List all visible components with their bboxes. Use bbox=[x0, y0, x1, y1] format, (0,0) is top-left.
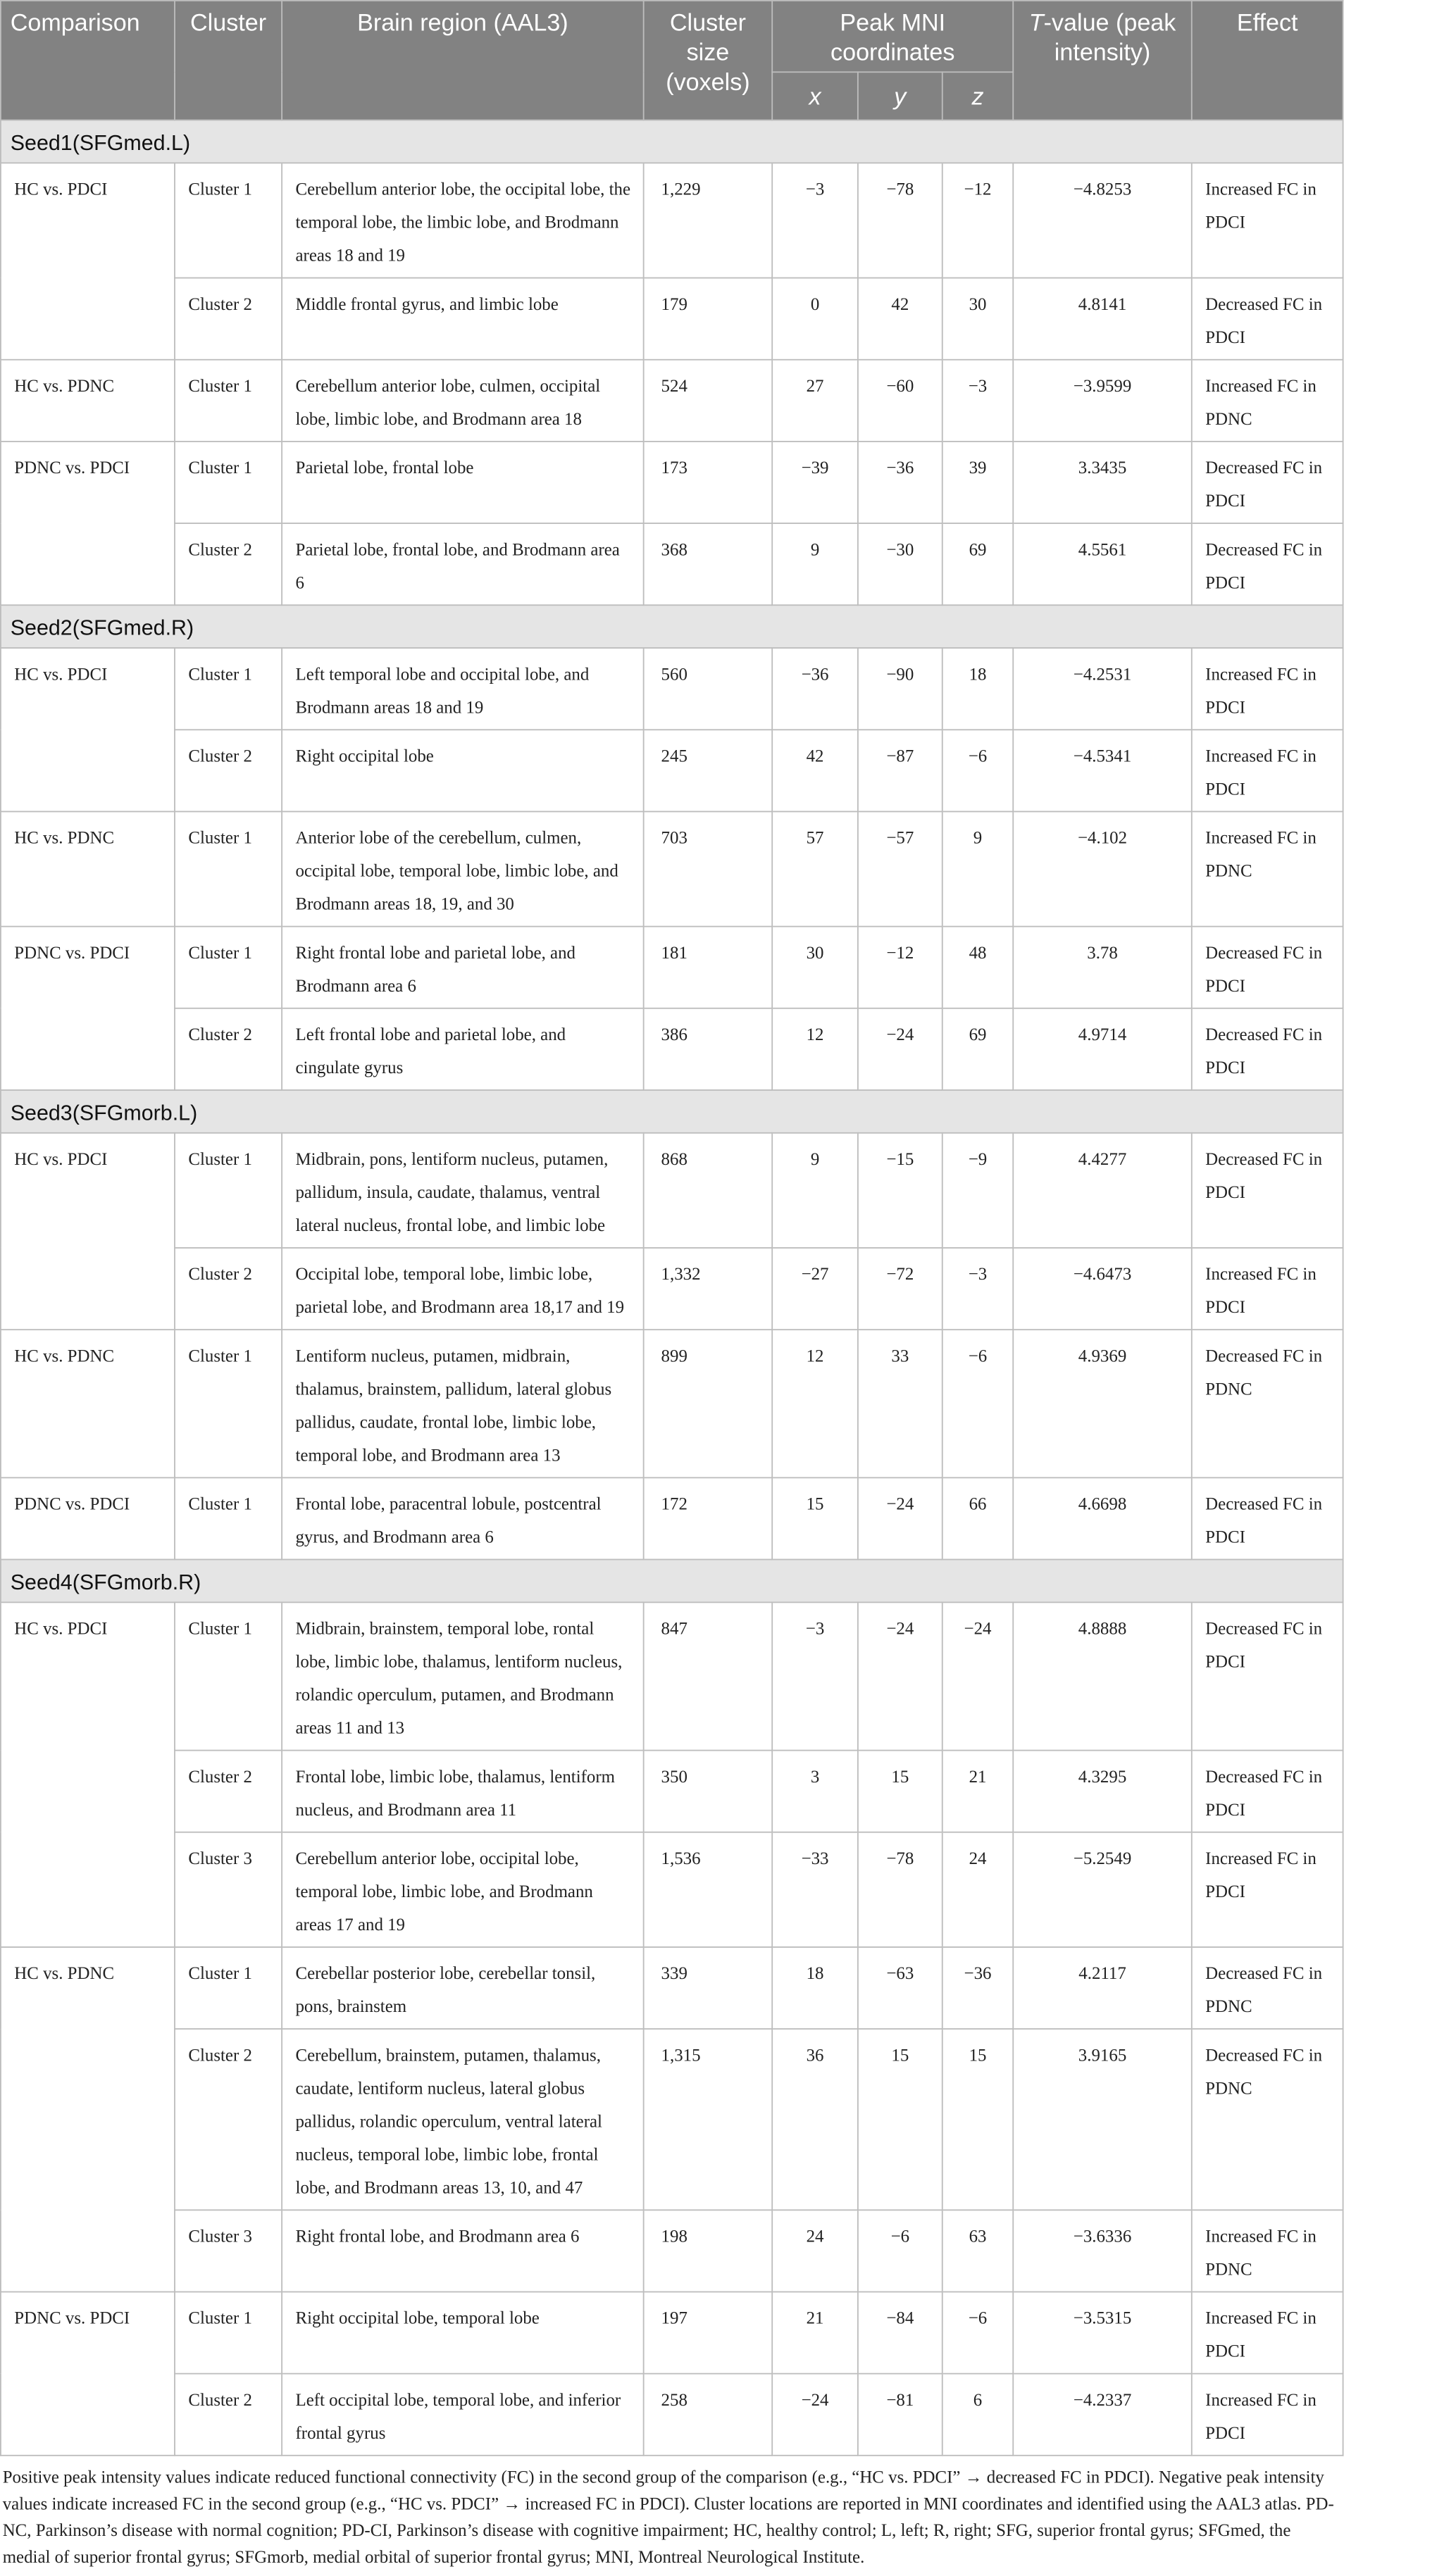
cluster-cell: Cluster 1 bbox=[175, 811, 282, 926]
effect-cell: Decreased FC in PDCI bbox=[1192, 442, 1343, 523]
t-value-cell: 4.6698 bbox=[1013, 1477, 1192, 1559]
t-value-cell: 3.3435 bbox=[1013, 442, 1192, 523]
cluster-size-cell: 368 bbox=[644, 523, 773, 605]
cluster-cell: Cluster 2 bbox=[175, 2029, 282, 2210]
effect-cell: Increased FC in PDNC bbox=[1192, 2210, 1343, 2291]
effect-cell: Increased FC in PDCI bbox=[1192, 1832, 1343, 1947]
seed-row bbox=[1, 1090, 1343, 1133]
header-cluster: Cluster bbox=[175, 1, 282, 120]
mni-z-cell: 69 bbox=[942, 523, 1014, 605]
mni-x-cell: 30 bbox=[772, 927, 858, 1008]
comparison-cell: HC vs. PDNC bbox=[1, 360, 175, 442]
table-row bbox=[1, 523, 1343, 605]
mni-x-cell: 3 bbox=[772, 1751, 858, 1832]
brain-region-cell: Lentiform nucleus, putamen, midbrain, thalamus, brainstem, pallidum, lateral globus pallidus, caudate, frontal lobe, limbic lobe, temporal lobe, and Brodmann area 13 bbox=[282, 1330, 644, 1477]
effect-cell: Decreased FC in PDCI bbox=[1192, 1602, 1343, 1750]
mni-x-cell: 12 bbox=[772, 1008, 858, 1090]
cluster-cell: Cluster 1 bbox=[175, 1330, 282, 1477]
cluster-size-cell: 1,229 bbox=[644, 163, 773, 277]
table-row bbox=[1, 648, 1343, 730]
header-t-italic: T bbox=[1028, 8, 1044, 36]
cluster-cell: Cluster 2 bbox=[175, 278, 282, 360]
mni-y-cell: 15 bbox=[858, 1751, 942, 1832]
t-value-cell: −3.5315 bbox=[1013, 2291, 1192, 2373]
effect-cell: Increased FC in PDNC bbox=[1192, 360, 1343, 442]
brain-region-cell: Right frontal lobe and parietal lobe, and Brodmann area 6 bbox=[282, 927, 644, 1008]
brain-region-cell: Frontal lobe, paracentral lobule, postcentral gyrus, and Brodmann area 6 bbox=[282, 1477, 644, 1559]
cluster-size-cell: 350 bbox=[644, 1751, 773, 1832]
t-value-cell: 4.9369 bbox=[1013, 1330, 1192, 1477]
comparison-cell: HC vs. PDCI bbox=[1, 1133, 175, 1330]
effect-cell: Decreased FC in PDNC bbox=[1192, 2029, 1343, 2210]
header-peak-mni: Peak MNI coordinates bbox=[772, 1, 1013, 72]
cluster-size-cell: 258 bbox=[644, 2374, 773, 2456]
header-x: x bbox=[772, 72, 858, 120]
t-value-cell: 3.78 bbox=[1013, 927, 1192, 1008]
t-value-cell: 3.9165 bbox=[1013, 2029, 1192, 2210]
mni-x-cell: 57 bbox=[772, 811, 858, 926]
seed-label: Seed4(SFGmorb.R) bbox=[1, 1560, 1343, 1603]
brain-region-cell: Left temporal lobe and occipital lobe, and Brodmann areas 18 and 19 bbox=[282, 648, 644, 730]
mni-x-cell: −36 bbox=[772, 648, 858, 730]
mni-z-cell: −9 bbox=[942, 1133, 1014, 1248]
brain-region-cell: Right frontal lobe, and Brodmann area 6 bbox=[282, 2210, 644, 2291]
mni-y-cell: 33 bbox=[858, 1330, 942, 1477]
t-value-cell: −3.9599 bbox=[1013, 360, 1192, 442]
seed-row bbox=[1, 1560, 1343, 1603]
table-row bbox=[1, 2374, 1343, 2456]
cluster-size-cell: 1,332 bbox=[644, 1248, 773, 1330]
mni-z-cell: −6 bbox=[942, 1330, 1014, 1477]
effect-cell: Decreased FC in PDCI bbox=[1192, 1477, 1343, 1559]
header-brain-region: Brain region (AAL3) bbox=[282, 1, 644, 120]
mni-x-cell: 9 bbox=[772, 523, 858, 605]
brain-region-cell: Cerebellum, brainstem, putamen, thalamus, caudate, lentiform nucleus, lateral globus pallidus, rolandic operculum, ventral lateral nucleus, temporal lobe, limbic lobe, frontal lobe, and Brodmann areas 13, 10, and 47 bbox=[282, 2029, 644, 2210]
mni-x-cell: −27 bbox=[772, 1248, 858, 1330]
mni-x-cell: 0 bbox=[772, 278, 858, 360]
cluster-cell: Cluster 3 bbox=[175, 1832, 282, 1947]
mni-z-cell: 15 bbox=[942, 2029, 1014, 2210]
brain-region-cell: Middle frontal gyrus, and limbic lobe bbox=[282, 278, 644, 360]
header-effect: Effect bbox=[1192, 1, 1343, 120]
mni-y-cell: −6 bbox=[858, 2210, 942, 2291]
mni-z-cell: 66 bbox=[942, 1477, 1014, 1559]
cluster-size-cell: 245 bbox=[644, 730, 773, 811]
mni-y-cell: −63 bbox=[858, 1947, 942, 2029]
mni-z-cell: 48 bbox=[942, 927, 1014, 1008]
mni-y-cell: −30 bbox=[858, 523, 942, 605]
table-header bbox=[1, 1, 1343, 120]
effect-cell: Increased FC in PDCI bbox=[1192, 730, 1343, 811]
table-row bbox=[1, 2029, 1343, 2210]
cluster-cell: Cluster 1 bbox=[175, 1133, 282, 1248]
mni-x-cell: −3 bbox=[772, 163, 858, 277]
header-cluster-size: Cluster size (voxels) bbox=[644, 1, 773, 120]
mni-x-cell: 12 bbox=[772, 1330, 858, 1477]
t-value-cell: −4.2337 bbox=[1013, 2374, 1192, 2456]
table-row bbox=[1, 163, 1343, 277]
mni-y-cell: −87 bbox=[858, 730, 942, 811]
t-value-cell: −4.102 bbox=[1013, 811, 1192, 926]
t-value-cell: 4.5561 bbox=[1013, 523, 1192, 605]
header-t-value bbox=[1013, 1, 1192, 120]
cluster-cell: Cluster 1 bbox=[175, 163, 282, 277]
cluster-size-cell: 197 bbox=[644, 2291, 773, 2373]
cluster-cell: Cluster 1 bbox=[175, 648, 282, 730]
brain-region-cell: Parietal lobe, frontal lobe, and Brodmann area 6 bbox=[282, 523, 644, 605]
mni-z-cell: −6 bbox=[942, 730, 1014, 811]
table-row bbox=[1, 1947, 1343, 2029]
mni-z-cell: 69 bbox=[942, 1008, 1014, 1090]
table-row bbox=[1, 1248, 1343, 1330]
cluster-size-cell: 172 bbox=[644, 1477, 773, 1559]
cluster-cell: Cluster 1 bbox=[175, 1947, 282, 2029]
cluster-cell: Cluster 1 bbox=[175, 1477, 282, 1559]
mni-y-cell: 15 bbox=[858, 2029, 942, 2210]
table-row bbox=[1, 1133, 1343, 1248]
mni-x-cell: −24 bbox=[772, 2374, 858, 2456]
brain-region-cell: Frontal lobe, limbic lobe, thalamus, lentiform nucleus, and Brodmann area 11 bbox=[282, 1751, 644, 1832]
table-row bbox=[1, 1602, 1343, 1750]
t-value-cell: −5.2549 bbox=[1013, 1832, 1192, 1947]
effect-cell: Increased FC in PDNC bbox=[1192, 811, 1343, 926]
comparison-cell: HC vs. PDCI bbox=[1, 163, 175, 359]
effect-cell: Decreased FC in PDCI bbox=[1192, 1008, 1343, 1090]
mni-x-cell: 36 bbox=[772, 2029, 858, 2210]
t-value-cell: −4.5341 bbox=[1013, 730, 1192, 811]
table-row bbox=[1, 1477, 1343, 1559]
brain-region-cell: Parietal lobe, frontal lobe bbox=[282, 442, 644, 523]
table-row bbox=[1, 2291, 1343, 2373]
t-value-cell: 4.3295 bbox=[1013, 1751, 1192, 1832]
mni-z-cell: −24 bbox=[942, 1602, 1014, 1750]
mni-x-cell: −33 bbox=[772, 1832, 858, 1947]
comparison-cell: HC vs. PDNC bbox=[1, 1947, 175, 2292]
table-row bbox=[1, 360, 1343, 442]
mni-y-cell: −78 bbox=[858, 1832, 942, 1947]
table-row bbox=[1, 1832, 1343, 1947]
brain-region-cell: Cerebellum anterior lobe, occipital lobe, temporal lobe, limbic lobe, and Brodmann areas 17 and 19 bbox=[282, 1832, 644, 1947]
effect-cell: Increased FC in PDCI bbox=[1192, 2291, 1343, 2373]
t-value-cell: −3.6336 bbox=[1013, 2210, 1192, 2291]
mni-z-cell: 18 bbox=[942, 648, 1014, 730]
seed-label: Seed1(SFGmed.L) bbox=[1, 120, 1343, 163]
cluster-size-cell: 524 bbox=[644, 360, 773, 442]
header-t-rest: -value (peak intensity) bbox=[1043, 8, 1176, 66]
mni-x-cell: 42 bbox=[772, 730, 858, 811]
brain-region-cell: Midbrain, brainstem, temporal lobe, rontal lobe, limbic lobe, thalamus, lentiform nucleus, rolandic operculum, putamen, and Brodmann areas 11 and 13 bbox=[282, 1602, 644, 1750]
cluster-size-cell: 899 bbox=[644, 1330, 773, 1477]
table-row bbox=[1, 811, 1343, 926]
mni-y-cell: −84 bbox=[858, 2291, 942, 2373]
brain-region-cell: Right occipital lobe, temporal lobe bbox=[282, 2291, 644, 2373]
effect-cell: Decreased FC in PDCI bbox=[1192, 927, 1343, 1008]
brain-region-cell: Anterior lobe of the cerebellum, culmen, occipital lobe, temporal lobe, limbic lobe, and Brodmann areas 18, 19, and 30 bbox=[282, 811, 644, 926]
table-row bbox=[1, 1330, 1343, 1477]
brain-region-cell: Right occipital lobe bbox=[282, 730, 644, 811]
comparison-cell: PDNC vs. PDCI bbox=[1, 1477, 175, 1559]
table-row bbox=[1, 927, 1343, 1008]
cluster-cell: Cluster 2 bbox=[175, 1008, 282, 1090]
header-y: y bbox=[858, 72, 942, 120]
brain-region-cell: Cerebellar posterior lobe, cerebellar tonsil, pons, brainstem bbox=[282, 1947, 644, 2029]
t-value-cell: −4.2531 bbox=[1013, 648, 1192, 730]
seed-row bbox=[1, 605, 1343, 648]
t-value-cell: 4.2117 bbox=[1013, 1947, 1192, 2029]
cluster-cell: Cluster 1 bbox=[175, 927, 282, 1008]
table-row bbox=[1, 442, 1343, 523]
mni-y-cell: −15 bbox=[858, 1133, 942, 1248]
cluster-cell: Cluster 1 bbox=[175, 1602, 282, 1750]
cluster-size-cell: 703 bbox=[644, 811, 773, 926]
effect-cell: Increased FC in PDCI bbox=[1192, 2374, 1343, 2456]
table-footnote: Positive peak intensity values indicate reduced functional connectivity (FC) in the second group of the comparison (e.g., “HC vs. PDCI” → decreased FC in PDCI). Negative peak intensity values indicate increased FC in the second group (e.g., “HC vs. PDCI” → increased FC in PDCI). Cluster locations are reported in MNI coordinates and identified using the AAL3 atlas. PD-NC, Parkinson’s disease with normal cognition; PD-CI, Parkinson’s disease with cognitive impairment; HC, healthy control; L, left; R, right; SFG, superior frontal gyrus; SFGmed, the medial of superior frontal gyrus; SFGmorb, medial orbital of superior frontal gyrus; MNI, Montreal Neurological Institute. bbox=[2, 2467, 1334, 2567]
mni-x-cell: 27 bbox=[772, 360, 858, 442]
cluster-size-cell: 386 bbox=[644, 1008, 773, 1090]
cluster-cell: Cluster 2 bbox=[175, 523, 282, 605]
table-row bbox=[1, 2210, 1343, 2291]
seed-label: Seed2(SFGmed.R) bbox=[1, 605, 1343, 648]
mni-y-cell: −81 bbox=[858, 2374, 942, 2456]
mni-z-cell: −12 bbox=[942, 163, 1014, 277]
cluster-cell: Cluster 2 bbox=[175, 730, 282, 811]
cluster-cell: Cluster 1 bbox=[175, 360, 282, 442]
comparison-cell: HC vs. PDNC bbox=[1, 811, 175, 926]
mni-y-cell: −90 bbox=[858, 648, 942, 730]
cluster-cell: Cluster 1 bbox=[175, 2291, 282, 2373]
t-value-cell: 4.8888 bbox=[1013, 1602, 1192, 1750]
mni-z-cell: 63 bbox=[942, 2210, 1014, 2291]
cluster-cell: Cluster 2 bbox=[175, 2374, 282, 2456]
mni-z-cell: −3 bbox=[942, 360, 1014, 442]
cluster-size-cell: 1,315 bbox=[644, 2029, 773, 2210]
mni-x-cell: 18 bbox=[772, 1947, 858, 2029]
cluster-size-cell: 847 bbox=[644, 1602, 773, 1750]
effect-cell: Decreased FC in PDNC bbox=[1192, 1330, 1343, 1477]
cluster-size-cell: 560 bbox=[644, 648, 773, 730]
effect-cell: Increased FC in PDCI bbox=[1192, 1248, 1343, 1330]
effect-cell: Decreased FC in PDCI bbox=[1192, 1133, 1343, 1248]
table-row bbox=[1, 730, 1343, 811]
cluster-size-cell: 868 bbox=[644, 1133, 773, 1248]
mni-y-cell: −36 bbox=[858, 442, 942, 523]
brain-region-cell: Left frontal lobe and parietal lobe, and cingulate gyrus bbox=[282, 1008, 644, 1090]
effect-cell: Decreased FC in PDCI bbox=[1192, 1751, 1343, 1832]
cluster-size-cell: 179 bbox=[644, 278, 773, 360]
mni-y-cell: −57 bbox=[858, 811, 942, 926]
mni-x-cell: 15 bbox=[772, 1477, 858, 1559]
cluster-size-cell: 1,536 bbox=[644, 1832, 773, 1947]
comparison-cell: PDNC vs. PDCI bbox=[1, 442, 175, 605]
effect-cell: Decreased FC in PDCI bbox=[1192, 523, 1343, 605]
mni-z-cell: 9 bbox=[942, 811, 1014, 926]
brain-region-cell: Occipital lobe, temporal lobe, limbic lobe, parietal lobe, and Brodmann area 18,17 and 19 bbox=[282, 1248, 644, 1330]
table-row bbox=[1, 1751, 1343, 1832]
mni-x-cell: −39 bbox=[772, 442, 858, 523]
cluster-size-cell: 198 bbox=[644, 2210, 773, 2291]
comparison-cell: HC vs. PDCI bbox=[1, 648, 175, 811]
seed-label: Seed3(SFGmorb.L) bbox=[1, 1090, 1343, 1133]
cluster-size-cell: 339 bbox=[644, 1947, 773, 2029]
mni-x-cell: 9 bbox=[772, 1133, 858, 1248]
cluster-cell: Cluster 3 bbox=[175, 2210, 282, 2291]
brain-region-cell: Cerebellum anterior lobe, culmen, occipital lobe, limbic lobe, and Brodmann area 18 bbox=[282, 360, 644, 442]
comparison-cell: HC vs. PDCI bbox=[1, 1602, 175, 1947]
cluster-cell: Cluster 2 bbox=[175, 1248, 282, 1330]
mni-z-cell: 24 bbox=[942, 1832, 1014, 1947]
t-value-cell: 4.8141 bbox=[1013, 278, 1192, 360]
effect-cell: Increased FC in PDCI bbox=[1192, 163, 1343, 277]
mni-y-cell: −60 bbox=[858, 360, 942, 442]
mni-y-cell: −24 bbox=[858, 1477, 942, 1559]
cluster-size-cell: 181 bbox=[644, 927, 773, 1008]
t-value-cell: 4.9714 bbox=[1013, 1008, 1192, 1090]
t-value-cell: −4.8253 bbox=[1013, 163, 1192, 277]
brain-region-cell: Midbrain, pons, lentiform nucleus, putamen, pallidum, insula, caudate, thalamus, ventral lateral nucleus, frontal lobe, and limbic lobe bbox=[282, 1133, 644, 1248]
mni-x-cell: 21 bbox=[772, 2291, 858, 2373]
table-row bbox=[1, 278, 1343, 360]
effect-cell: Increased FC in PDCI bbox=[1192, 648, 1343, 730]
mni-y-cell: 42 bbox=[858, 278, 942, 360]
effect-cell: Decreased FC in PDNC bbox=[1192, 1947, 1343, 2029]
comparison-cell: PDNC vs. PDCI bbox=[1, 927, 175, 1090]
mni-x-cell: −3 bbox=[772, 1602, 858, 1750]
header-comparison: Comparison bbox=[1, 1, 175, 120]
brain-region-cell: Cerebellum anterior lobe, the occipital lobe, the temporal lobe, the limbic lobe, and Brodmann areas 18 and 19 bbox=[282, 163, 644, 277]
mni-y-cell: −12 bbox=[858, 927, 942, 1008]
mni-z-cell: 21 bbox=[942, 1751, 1014, 1832]
mni-x-cell: 24 bbox=[772, 2210, 858, 2291]
mni-y-cell: −78 bbox=[858, 163, 942, 277]
cluster-cell: Cluster 1 bbox=[175, 442, 282, 523]
t-value-cell: 4.4277 bbox=[1013, 1133, 1192, 1248]
mni-y-cell: −24 bbox=[858, 1602, 942, 1750]
mni-y-cell: −72 bbox=[858, 1248, 942, 1330]
t-value-cell: −4.6473 bbox=[1013, 1248, 1192, 1330]
comparison-cell: PDNC vs. PDCI bbox=[1, 2291, 175, 2455]
brain-region-cell: Left occipital lobe, temporal lobe, and inferior frontal gyrus bbox=[282, 2374, 644, 2456]
mni-z-cell: −6 bbox=[942, 2291, 1014, 2373]
mni-z-cell: 30 bbox=[942, 278, 1014, 360]
mni-z-cell: −36 bbox=[942, 1947, 1014, 2029]
mni-z-cell: −3 bbox=[942, 1248, 1014, 1330]
header-z: z bbox=[942, 72, 1014, 120]
cluster-size-cell: 173 bbox=[644, 442, 773, 523]
mni-y-cell: −24 bbox=[858, 1008, 942, 1090]
table-row bbox=[1, 1008, 1343, 1090]
mni-z-cell: 6 bbox=[942, 2374, 1014, 2456]
mni-z-cell: 39 bbox=[942, 442, 1014, 523]
table-body bbox=[1, 120, 1343, 2456]
seed-row bbox=[1, 120, 1343, 163]
comparison-cell: HC vs. PDNC bbox=[1, 1330, 175, 1477]
effect-cell: Decreased FC in PDCI bbox=[1192, 278, 1343, 360]
cluster-cell: Cluster 2 bbox=[175, 1751, 282, 1832]
